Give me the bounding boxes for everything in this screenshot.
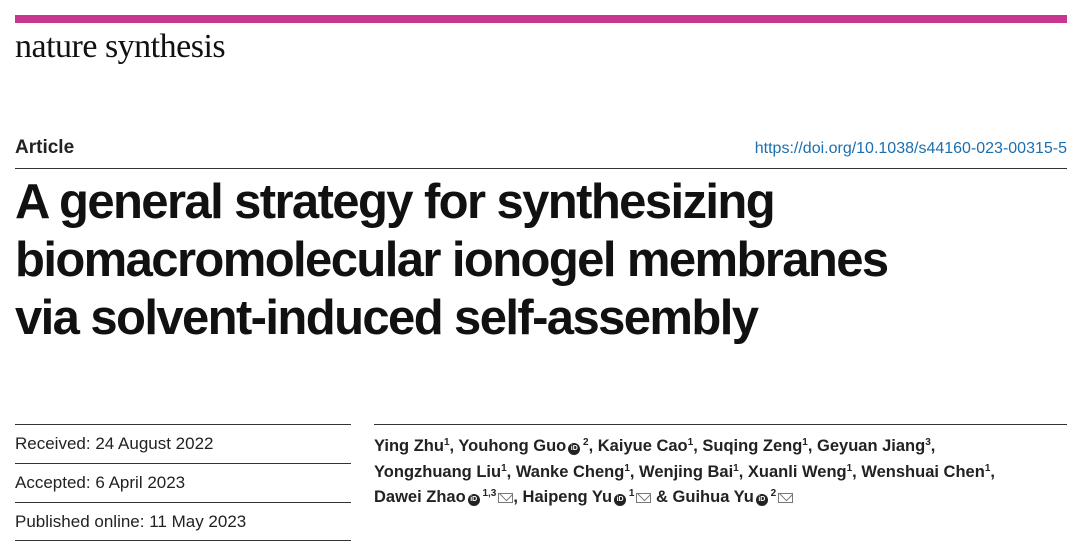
author-list-block — [374, 424, 1067, 511]
author-name[interactable]: Xuanli Weng — [747, 462, 847, 481]
affiliation-number: 1 — [984, 462, 991, 474]
received-value: 24 August 2022 — [95, 434, 214, 453]
author-name[interactable]: Guihua Yu — [672, 488, 754, 506]
header-divider — [15, 168, 1067, 169]
author-item — [523, 488, 652, 506]
author-item — [702, 437, 807, 455]
author-name[interactable]: Yongzhuang Liu — [374, 462, 502, 481]
author-name[interactable]: Wenshuai Chen — [861, 462, 985, 481]
author-item — [748, 463, 852, 481]
envelope-icon[interactable] — [498, 493, 513, 503]
affiliation-number: 1 — [443, 437, 450, 448]
author-list: Ying Zhu$^1$, Youhong Guo iD $^2$, Kaiyue Cao$^1$, Suqing Zeng$^1$, Geyuan Jiang$^3$, Yongzhuang Liu$^1$, Wanke Cheng$^1$, Wenjing Bai$^1$, Xuanli Weng$^1$, Wenshuai Chen$^1$, Dawei Zhao iD $^{1,3}$ , Haipeng Yu iD $^1$ & Guihua Yu iD $^2$ — [374, 437, 995, 506]
title-line-3: via solvent-induced self-assembly — [15, 291, 758, 345]
affiliation-number: 3 — [925, 437, 931, 448]
author-name[interactable]: Wenjing Bai — [639, 462, 734, 481]
doi-link[interactable]: https://doi.org/10.1038/s44160-023-00315-5 — [754, 140, 1067, 157]
published-date — [15, 502, 351, 541]
accepted-date — [15, 463, 351, 502]
affiliation-number: 1 — [846, 462, 853, 474]
author-name[interactable]: Geyuan Jiang — [817, 437, 926, 455]
affiliation-number: 1 — [626, 488, 635, 499]
author-name[interactable]: Wanke Cheng — [515, 462, 625, 481]
author-item — [374, 488, 513, 506]
envelope-icon[interactable] — [636, 493, 651, 503]
article-type: Article — [15, 137, 75, 158]
article-title — [15, 173, 1065, 347]
affiliation-number: 1 — [624, 462, 630, 474]
journal-name[interactable]: nature synthesis — [15, 28, 226, 65]
author-name[interactable]: Ying Zhu — [374, 437, 444, 455]
author-item — [374, 463, 507, 481]
author-item — [673, 488, 794, 506]
affiliation-number: 1 — [802, 437, 808, 448]
affiliation-number: 2 — [580, 437, 589, 448]
affiliation-number: 2 — [767, 488, 777, 499]
affiliation-number: 1 — [687, 437, 694, 448]
orcid-icon[interactable]: iD — [468, 494, 480, 506]
affiliation-number: 1 — [501, 462, 507, 474]
publication-dates — [15, 424, 351, 541]
published-label: Published online: — [15, 512, 145, 531]
accepted-value: 6 April 2023 — [95, 473, 186, 492]
author-name[interactable]: Dawei Zhao — [374, 488, 466, 506]
author-item — [861, 463, 990, 481]
journal-accent-bar — [15, 15, 1067, 23]
author-name[interactable]: Youhong Guo — [458, 437, 567, 455]
received-date — [15, 424, 351, 463]
orcid-icon[interactable]: iD — [756, 494, 768, 506]
author-name[interactable]: Kaiyue Cao — [597, 437, 688, 455]
orcid-icon[interactable]: iD — [614, 494, 626, 506]
published-value: 11 May 2023 — [149, 512, 247, 531]
author-item — [516, 463, 630, 481]
title-line-2: biomacromolecular ionogel membranes — [15, 233, 888, 287]
author-name[interactable]: Suqing Zeng — [702, 437, 803, 455]
affiliation-number: 1,3 — [479, 488, 497, 499]
envelope-icon[interactable] — [778, 493, 793, 503]
author-item — [598, 437, 693, 455]
accepted-label: Accepted: — [15, 473, 91, 492]
author-item — [374, 437, 450, 455]
received-label: Received: — [15, 434, 91, 453]
title-line-1: A general strategy for synthesizing — [15, 175, 775, 229]
author-item — [639, 463, 739, 481]
affiliation-number: 1 — [733, 462, 739, 474]
author-item — [817, 437, 931, 455]
author-name[interactable]: Haipeng Yu — [522, 488, 613, 506]
author-item — [458, 437, 588, 455]
orcid-icon[interactable]: iD — [568, 443, 580, 455]
